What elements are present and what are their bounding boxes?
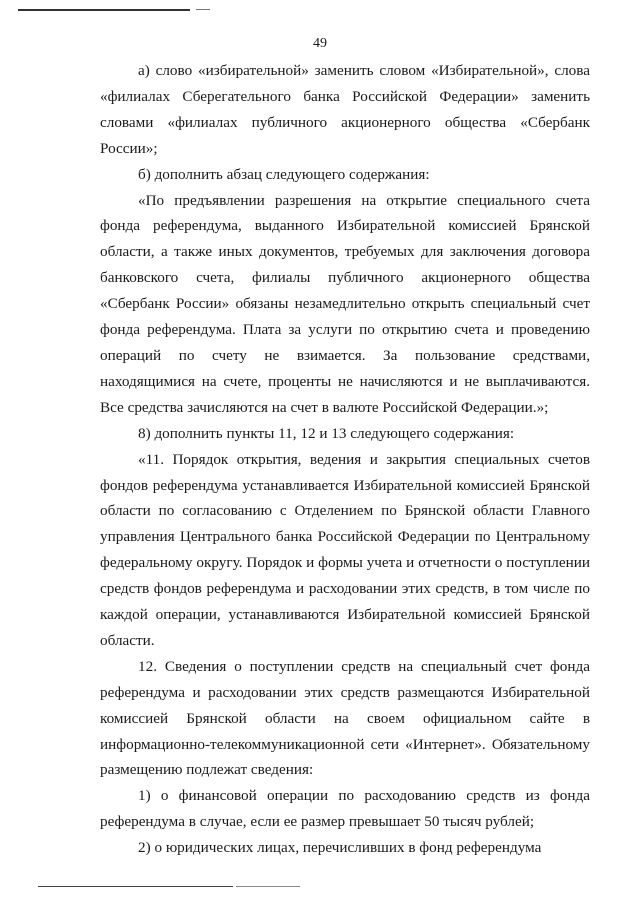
paragraph-b: б) дополнить абзац следующего содержания: — [138, 165, 430, 183]
top-margin-rule — [18, 9, 190, 11]
paragraph-subitem-2: 2) о юридических лицах, перечисливших в фонд референдума — [138, 839, 542, 857]
paragraph-a: а) слово «избирательной» заменить словом «Избирательной», слова «филиалах Сберегательного банка Российской Федерации» заменить словами «филиалах публичного акционерного общества «Сбербанк России»; — [100, 62, 590, 157]
paragraph-item-8: 8) дополнить пункты 11, 12 и 13 следующего содержания: — [138, 424, 515, 442]
bottom-margin-rule — [38, 886, 233, 887]
paragraph-account-opening: «По предъявлении разрешения на открытие специального счета фонда референдума, выданного Избирательной комиссией Брянской области, а также иных документов, требуемых для заключения договора банковского счета, филиалы публичного акционерного общества «Сбербанк России» обязаны незамедлительно открыть специальный счет фонда референдума. Плата за услуги по открытию счета и проведению операций по счету не взимается. За пользование средствами, находящимися на счете, проценты не начисляются и не выплачиваются. Все средства зачисляются на счет в валюте Российской Федерации.»; — [100, 191, 590, 416]
top-margin-rule-tail — [196, 9, 210, 10]
bottom-margin-rule-tail — [236, 886, 300, 887]
document-body — [100, 58, 590, 861]
paragraph-point-12: 12. Сведения о поступлении средств на специальный счет фонда референдума и расходовании этих средств размещаются Избирательной комиссией Брянской области на своем официальном сайте в информационно-телекоммуникационной сети «Интернет». Обязательному размещению подлежат сведения: — [100, 657, 590, 779]
page-number: 49 — [313, 36, 327, 51]
paragraph-point-11: «11. Порядок открытия, ведения и закрытия специальных счетов фондов референдума устанавливается Избирательной комиссией Брянской области по согласованию с Отделением по Брянской области Главного управления Центрального банка Российской Федерации по Центральному федеральному округу. Порядок и формы учета и отчетности о поступлении средств фондов референдума и расходовании этих средств, в том числе по каждой операции, устанавливаются Избирательной комиссией Брянской области. — [100, 450, 590, 649]
paragraph-subitem-1: 1) о финансовой операции по расходованию средств из фонда референдума в случае, если ее размер превышает 50 тысяч рублей; — [100, 787, 590, 831]
